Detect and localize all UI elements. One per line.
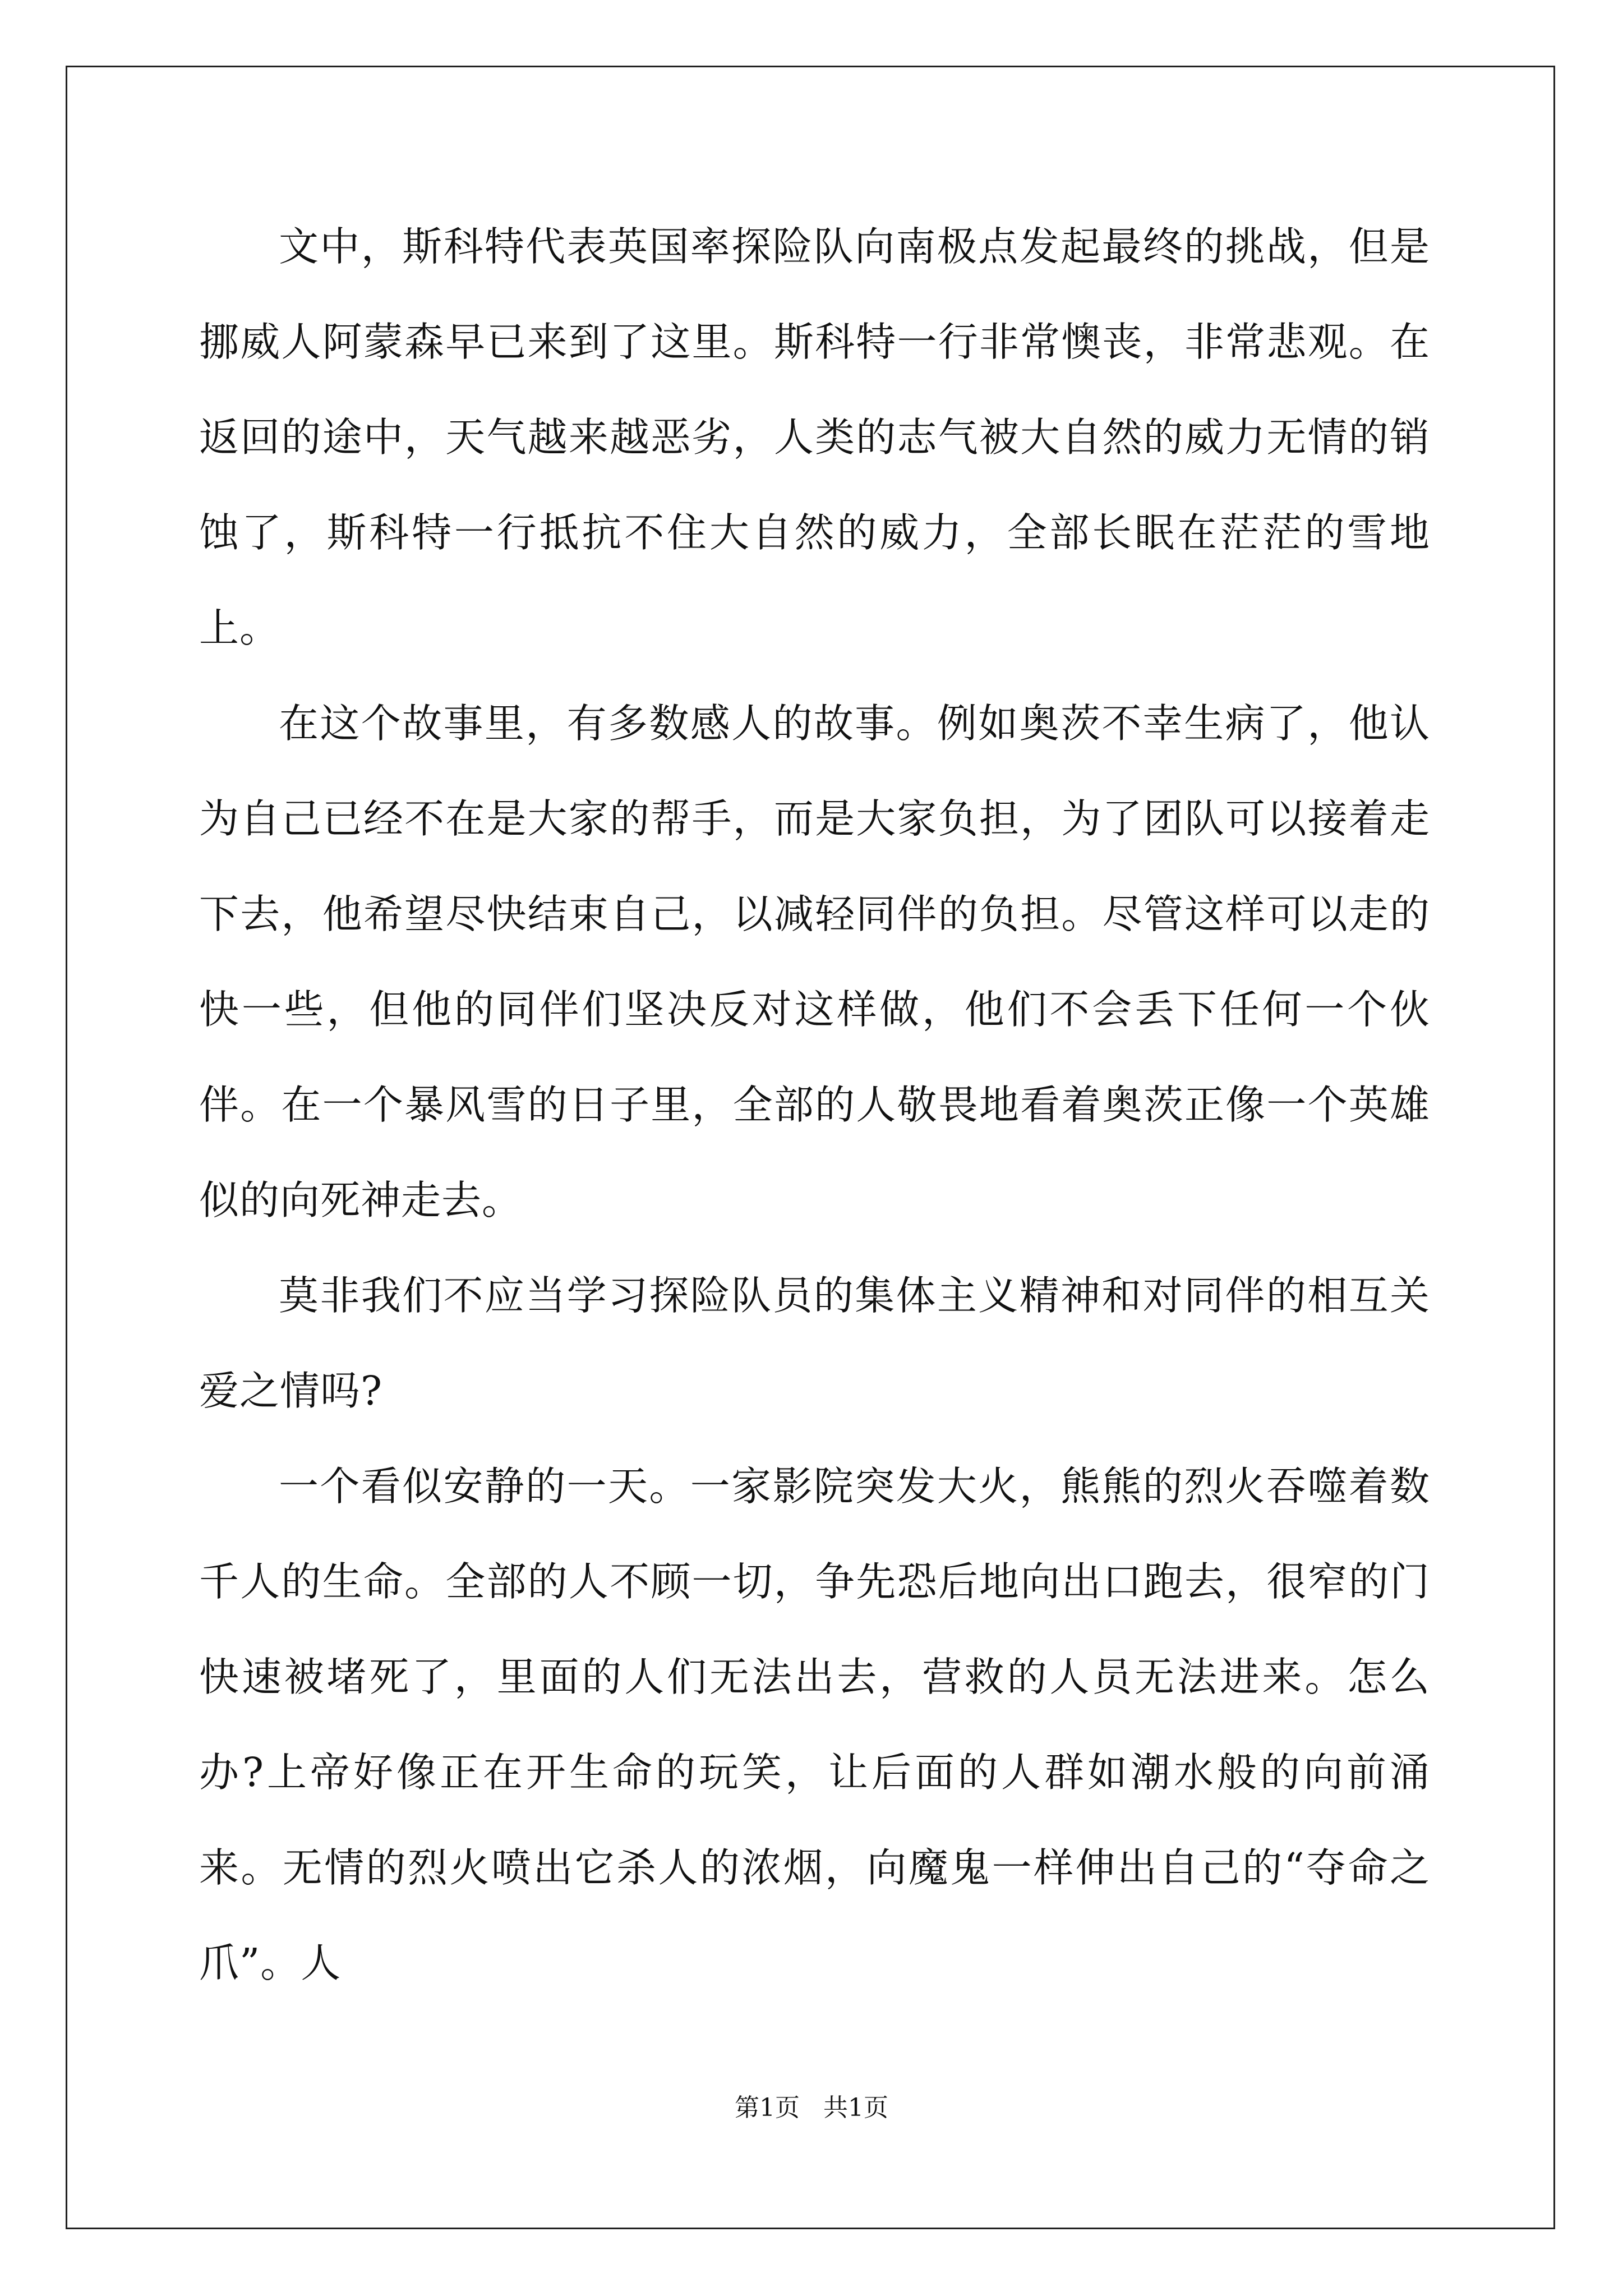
page-number: 第1页: [735, 2093, 800, 2122]
document-body: [199, 199, 1430, 2011]
page-footer: [0, 2091, 1623, 2125]
paragraph: 一个看似安静的一天。一家影院突发大火，熊熊的烈火吞噬着数千人的生命。全部的人不顾一切，争先恐后地向出口跑去，很窄的门快速被堵死了，里面的人们无法出去，营救的人员无法进来。怎么办?上帝好像正在开生命的玩笑，让后面的人群如潮水般的向前涌来。无情的烈火喷出它杀人的浓烟，向魔鬼一样伸出自己的“夺命之爪”。人: [199, 1463, 1430, 1986]
paragraph: 在这个故事里，有多数感人的故事。例如奥茨不幸生病了，他认为自己已经不在是大家的帮手，而是大家负担，为了团队可以接着走下去，他希望尽快结束自己，以减轻同伴的负担。尽管这样可以走的快一些，但他的同伴们坚决反对这样做，他们不会丢下任何一个伙伴。在一个暴风雪的日子里，全部的人敬畏地看着奥茨正像一个英雄似的向死神走去。: [199, 700, 1430, 1223]
paragraph: 文中，斯科特代表英国率探险队向南极点发起最终的挑战，但是挪威人阿蒙森早已来到了这里。斯科特一行非常懊丧，非常悲观。在返回的途中，天气越来越恶劣，人类的志气被大自然的威力无情的销蚀了，斯科特一行抵抗不住大自然的威力，全部长眠在茫茫的雪地上。: [199, 223, 1430, 651]
page-total: 共1页: [823, 2093, 888, 2122]
paragraph: 莫非我们不应当学习探险队员的集体主义精神和对同伴的相互关爱之情吗?: [199, 1272, 1430, 1414]
